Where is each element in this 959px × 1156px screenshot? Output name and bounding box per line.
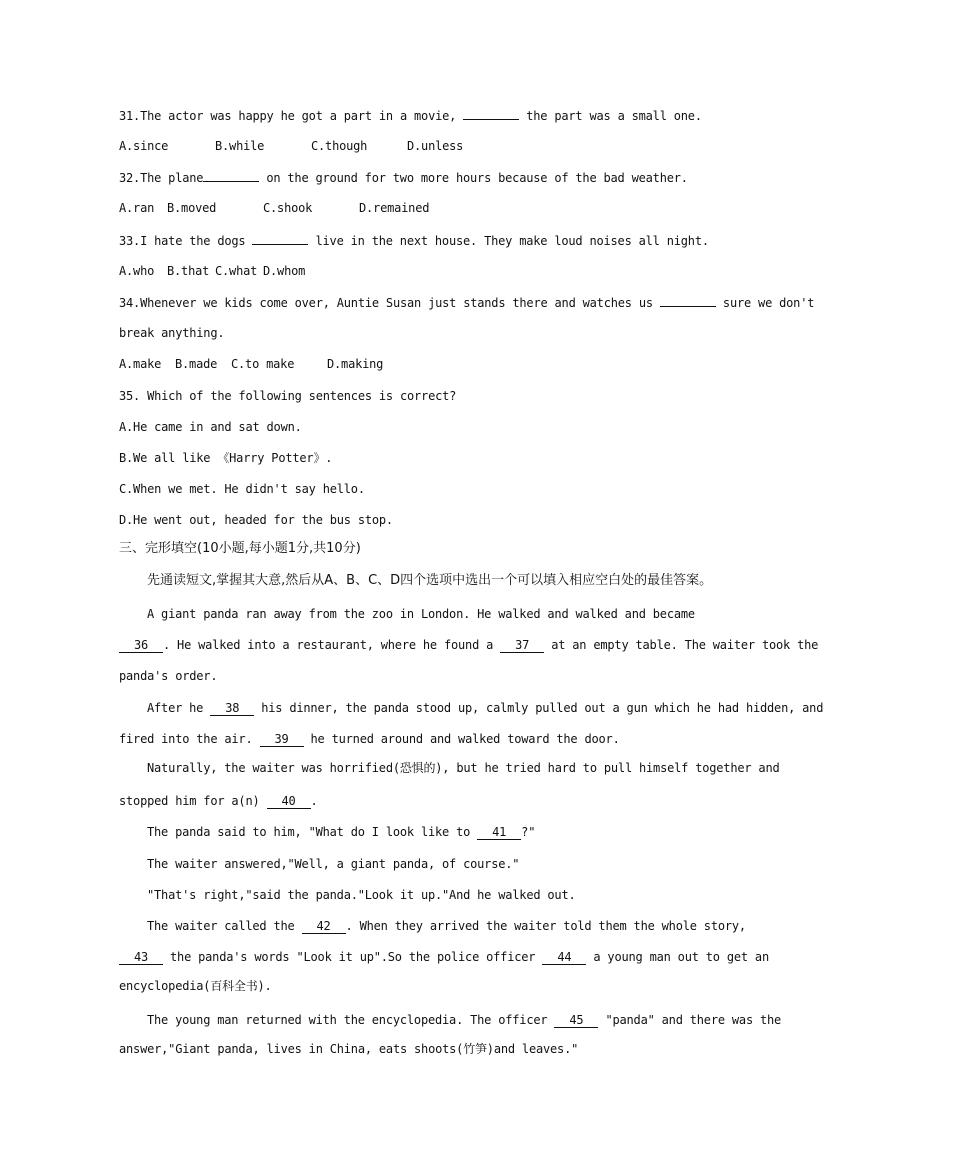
blank-44: 44 [542,950,586,965]
question-33 [119,232,709,249]
option-a: A.ran [119,201,155,215]
option-c: C.shook [263,201,313,215]
blank-37: 37 [500,638,544,653]
question-text: 31.The actor was happy he got a part in a movie, [119,109,464,123]
option-a: A.since [119,139,169,153]
passage-line: stopped him for a(n) 40 . [119,794,318,808]
question-35: 35. Which of the following sentences is correct? [119,389,457,403]
question-31 [119,107,702,124]
option-b: B.moved [167,201,217,215]
blank-43: 43 [119,950,163,965]
passage-line: answer,"Giant panda, lives in China, eats shoots(竹笋)and leaves." [119,1042,579,1056]
options-31 [119,138,463,154]
passage-line: Naturally, the waiter was horrified(恐惧的), but he tried hard to pull himself together and [147,761,780,775]
question-34 [119,294,814,311]
option-c: C.though [311,139,368,153]
blank-40: 40 [267,794,311,809]
answer-blank [252,232,308,245]
question-text: live in the next house. They make loud noises all night. [308,234,709,248]
options-34 [119,356,383,372]
passage-line: A giant panda ran away from the zoo in London. He walked and walked and became [147,607,695,621]
option-b: B.We all like 《Harry Potter》. [119,451,333,465]
passage-line: 43 the panda's words "Look it up".So the police officer 44 a young man out to get an [119,949,769,965]
answer-blank [203,169,259,182]
question-text: sure we don't [715,296,815,310]
option-c: C.to make [231,357,295,371]
answer-blank [463,107,519,120]
passage-line: After he 38 his dinner, the panda stood up, calmly pulled out a gun which he had hidden, and [147,701,824,715]
option-a: A.He came in and sat down. [119,420,302,434]
options-32 [119,200,429,216]
option-b: B.while [215,139,265,153]
blank-36: 36 [119,638,163,653]
passage-line: The waiter answered,"Well, a giant panda, of course." [147,857,520,871]
blank-45: 45 [554,1013,598,1028]
option-a: A.who [119,264,155,278]
question-text: 32.The plane [119,171,204,185]
option-b: B.made [175,357,218,371]
option-d: D.remained [359,201,430,215]
question-text: on the ground for two more hours because of the bad weather. [259,171,688,185]
blank-42: 42 [302,919,346,934]
option-b: B.that [167,264,210,278]
option-d: D.whom [263,264,306,278]
option-c: C.When we met. He didn't say hello. [119,482,365,496]
answer-blank [660,294,716,307]
section-instruction: 先通读短文,掌握其大意,然后从A、B、C、D四个选项中选出一个可以填入相应空白处的最佳答案。 [147,573,713,588]
question-32 [119,169,688,186]
passage-line: The waiter called the 42 . When they arrived the waiter told them the whole story, [147,919,746,933]
passage-line: encyclopedia(百科全书). [119,979,272,993]
passage-line: The young man returned with the encyclopedia. The officer 45 "panda" and there was the [147,1013,782,1027]
options-33 [119,263,305,279]
question-text: the part was a small one. [519,109,702,123]
option-d: D.unless [407,139,464,153]
section-heading: 三、完形填空(10小题,每小题1分,共10分) [119,541,361,556]
passage-line: "That's right,"said the panda."Look it up."And he walked out. [147,888,576,902]
passage-line: panda's order. [119,669,218,683]
option-a: A.make [119,357,162,371]
option-d: D.making [327,357,384,371]
question-text: 33.I hate the dogs [119,234,253,248]
passage-line: The panda said to him, "What do I look like to 41 ?" [147,825,536,839]
option-d: D.He went out, headed for the bus stop. [119,513,393,527]
option-c: C.what [215,264,258,278]
passage-line: 36 . He walked into a restaurant, where he found a 37 at an empty table. The waiter took the [119,637,818,653]
passage-line: fired into the air. 39 he turned around and walked toward the door. [119,732,620,746]
blank-39: 39 [260,732,304,747]
blank-41: 41 [477,825,521,840]
question-34-cont: break anything. [119,326,225,340]
question-text: 34.Whenever we kids come over, Auntie Susan just stands there and watches us [119,296,660,310]
blank-38: 38 [210,701,254,716]
